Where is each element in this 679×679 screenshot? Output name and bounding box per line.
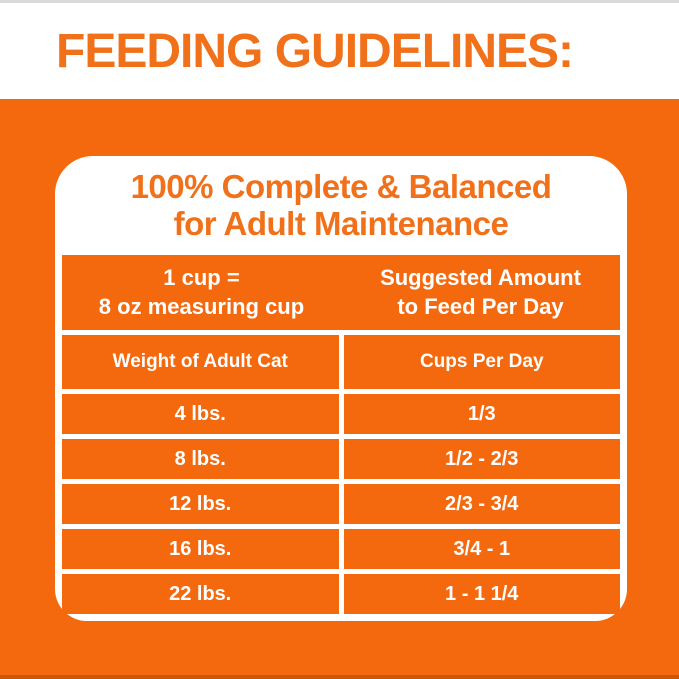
suggested-amount-line2: to Feed Per Day xyxy=(397,293,564,319)
column-header-cups: Cups Per Day xyxy=(344,335,621,389)
bottom-edge-line xyxy=(0,675,679,679)
cup-definition-line1: 1 cup = xyxy=(163,264,240,290)
orange-background xyxy=(0,99,679,679)
table-cell-weight-row0: 4 lbs. xyxy=(62,394,339,434)
table-cell-weight-row3: 16 lbs. xyxy=(62,529,339,569)
card-title-line1: 100% Complete & Balanced xyxy=(130,167,552,205)
table-cell-cups-row1: 1/2 - 2/3 xyxy=(344,439,621,479)
page-title: FEEDING GUIDELINES: xyxy=(56,24,574,78)
cup-definition-heading xyxy=(62,264,341,321)
feeding-table xyxy=(62,255,620,614)
column-header-weight: Weight of Adult Cat xyxy=(62,335,339,389)
info-header-row xyxy=(62,255,620,330)
table-cell-weight-row1: 8 lbs. xyxy=(62,439,339,479)
guidelines-card xyxy=(55,156,627,621)
suggested-amount-heading xyxy=(341,264,620,321)
header xyxy=(0,3,679,99)
cup-definition-line2: 8 oz measuring cup xyxy=(98,293,305,319)
table-cell-weight-row4: 22 lbs. xyxy=(62,574,339,614)
table-cell-cups-row0: 1/3 xyxy=(344,394,621,434)
suggested-amount-line1: Suggested Amount xyxy=(380,264,581,290)
table-cell-cups-row4: 1 - 1 1/4 xyxy=(344,574,621,614)
table-cell-weight-row2: 12 lbs. xyxy=(62,484,339,524)
card-title-line2: for Adult Maintenance xyxy=(173,204,509,242)
card-title xyxy=(62,156,620,255)
table-cell-cups-row3: 3/4 - 1 xyxy=(344,529,621,569)
table-cell-cups-row2: 2/3 - 3/4 xyxy=(344,484,621,524)
